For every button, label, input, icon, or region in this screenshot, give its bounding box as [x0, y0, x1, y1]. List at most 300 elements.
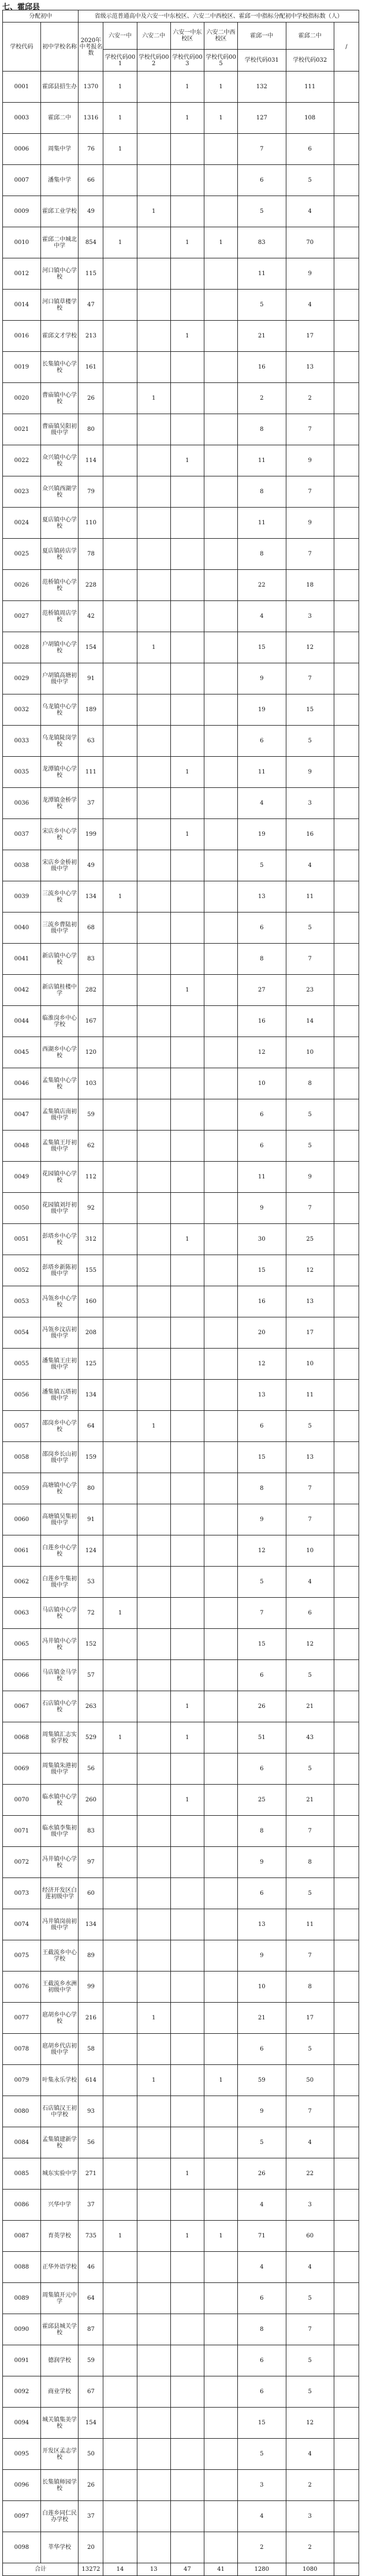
row-blank [334, 726, 359, 757]
row-quota-value [103, 694, 137, 726]
row-quota-value [170, 2190, 204, 2221]
row-quota-value: 5 [286, 2283, 334, 2314]
row-quota-value [170, 383, 204, 414]
row-school-code: 0054 [3, 1317, 41, 1349]
row-quota-value [170, 1598, 204, 1629]
row-blank [334, 1847, 359, 1878]
row-quota-value [137, 1224, 170, 1255]
row-quota-value: 25 [238, 1785, 286, 1816]
row-school-code: 0057 [3, 1411, 41, 1442]
row-quota-value: 16 [286, 819, 334, 850]
row-blank [334, 944, 359, 975]
row-exam-count: 854 [79, 227, 103, 258]
row-exam-count: 159 [79, 1442, 103, 1473]
row-quota-value: 6 [238, 1131, 286, 1162]
row-quota-value: 15 [238, 1629, 286, 1660]
table-row [3, 2314, 359, 2345]
row-quota-value: 8 [286, 1847, 334, 1878]
row-exam-count: 42 [79, 601, 103, 632]
table-row [3, 2034, 359, 2065]
row-school-name: 邵岗乡中心学校 [40, 1411, 79, 1442]
row-quota-value [137, 975, 170, 1006]
row-school-code: 0080 [3, 2096, 41, 2127]
row-quota-value: 71 [238, 2221, 286, 2252]
total-value: 41 [204, 2563, 237, 2576]
row-exam-count: 134 [79, 881, 103, 913]
row-quota-value [204, 383, 237, 414]
row-quota-value: 14 [286, 1006, 334, 1037]
row-quota-value [103, 2065, 137, 2096]
row-blank [334, 72, 359, 103]
row-quota-value [103, 383, 137, 414]
row-quota-value [103, 2439, 137, 2470]
row-quota-value: 4 [286, 1567, 334, 1598]
row-exam-count: 80 [79, 1473, 103, 1504]
row-quota-value [137, 1380, 170, 1411]
row-quota-value: 1 [170, 1691, 204, 1722]
row-blank [334, 539, 359, 570]
row-school-name: 马店镇中心学校 [40, 1598, 79, 1629]
row-exam-count: 47 [79, 290, 103, 321]
row-quota-value [170, 1442, 204, 1473]
row-quota-value [170, 1816, 204, 1847]
row-blank [334, 694, 359, 726]
row-exam-count: 49 [79, 196, 103, 227]
row-blank [334, 1598, 359, 1629]
row-exam-count: 271 [79, 2158, 103, 2190]
row-quota-value: 13 [286, 1286, 334, 1317]
row-quota-value [204, 2376, 237, 2408]
row-quota-value [103, 913, 137, 944]
row-exam-count: 114 [79, 445, 103, 476]
row-quota-value [137, 103, 170, 134]
row-school-name: 城关镇集美学校 [40, 2408, 79, 2439]
row-quota-value: 6 [238, 2376, 286, 2408]
row-quota-value [170, 788, 204, 819]
table-row [3, 258, 359, 290]
row-quota-value: 43 [286, 1722, 334, 1753]
row-quota-value [103, 944, 137, 975]
row-school-code: 0009 [3, 196, 41, 227]
school-code-header: 学校代码031 [238, 50, 286, 72]
row-quota-value [137, 1442, 170, 1473]
row-quota-value: 7 [286, 1193, 334, 1224]
row-school-code: 0025 [3, 539, 41, 570]
row-school-name: 冯井镇中心学校 [40, 1847, 79, 1878]
row-quota-value: 5 [238, 1567, 286, 1598]
row-exam-count: 213 [79, 321, 103, 352]
row-school-code: 0039 [3, 881, 41, 913]
row-quota-value [204, 2408, 237, 2439]
row-school-name: 育英学校 [40, 2221, 79, 2252]
table-row [3, 1006, 359, 1037]
row-school-name: 西湖乡中心学校 [40, 1037, 79, 1068]
row-quota-value: 1 [204, 72, 237, 103]
row-quota-value [103, 196, 137, 227]
row-school-code: 0091 [3, 2345, 41, 2376]
row-quota-value [204, 1504, 237, 1535]
row-quota-value: 8 [286, 1068, 334, 1099]
row-blank [334, 570, 359, 601]
row-quota-value [137, 1691, 170, 1722]
row-quota-value: 9 [238, 1940, 286, 1972]
row-quota-value: 3 [286, 601, 334, 632]
total-value: 14 [103, 2563, 137, 2576]
row-quota-value: 15 [238, 1255, 286, 1286]
table-row [3, 1629, 359, 1660]
row-quota-value [204, 1193, 237, 1224]
row-school-name: 乌龙镇中心学校 [40, 694, 79, 726]
row-school-name: 霍邱县招生办 [40, 72, 79, 103]
row-quota-value: 1 [137, 2003, 170, 2034]
table-row [3, 321, 359, 352]
row-quota-value: 7 [286, 1473, 334, 1504]
row-school-code: 0050 [3, 1193, 41, 1224]
row-exam-count: 26 [79, 383, 103, 414]
row-quota-value: 8 [286, 1972, 334, 2003]
row-blank [334, 258, 359, 290]
row-quota-value [204, 1068, 237, 1099]
row-quota-value: 6 [238, 2345, 286, 2376]
row-exam-count: 312 [79, 1224, 103, 1255]
row-quota-value [204, 694, 237, 726]
row-quota-value: 1 [170, 321, 204, 352]
row-quota-value: 1 [170, 2221, 204, 2252]
row-school-name: 德润学校 [40, 2345, 79, 2376]
row-quota-value: 1 [204, 103, 237, 134]
row-quota-value: 132 [238, 72, 286, 103]
row-quota-value [103, 508, 137, 539]
row-school-name: 夏店镇砖店学校 [40, 539, 79, 570]
table-row [3, 1224, 359, 1255]
row-quota-value [103, 258, 137, 290]
row-quota-value: 1 [170, 757, 204, 788]
row-quota-value: 5 [286, 1878, 334, 1909]
row-quota-value: 9 [238, 1193, 286, 1224]
row-quota-value [204, 414, 237, 445]
school-code-header: 学校代码032 [286, 50, 334, 72]
row-quota-value [170, 2345, 204, 2376]
row-quota-value [137, 2501, 170, 2532]
table-row [3, 601, 359, 632]
row-quota-value [137, 2158, 170, 2190]
table-row [3, 1847, 359, 1878]
row-quota-value: 12 [286, 1629, 334, 1660]
row-school-code: 0066 [3, 1660, 41, 1691]
row-exam-count: 89 [79, 1940, 103, 1972]
row-quota-value [103, 1847, 137, 1878]
row-school-code: 0084 [3, 2127, 41, 2158]
row-quota-value [103, 2283, 137, 2314]
total-label: 合计 [3, 2563, 79, 2576]
row-quota-value: 7 [286, 1816, 334, 1847]
table-row [3, 757, 359, 788]
school-header: 霍邱一中 [238, 22, 286, 50]
row-quota-value [170, 165, 204, 196]
row-blank [334, 2314, 359, 2345]
row-quota-value [204, 290, 237, 321]
row-exam-count: 57 [79, 1660, 103, 1691]
row-quota-value: 11 [238, 1162, 286, 1193]
row-quota-value [103, 2003, 137, 2034]
row-quota-value: 59 [238, 2065, 286, 2096]
row-school-name: 孟集镇中心学校 [40, 1068, 79, 1099]
row-school-code: 0014 [3, 290, 41, 321]
row-quota-value [103, 2252, 137, 2283]
row-quota-value [103, 1972, 137, 2003]
row-school-code: 0046 [3, 1068, 41, 1099]
table-row [3, 134, 359, 165]
table-row [3, 1598, 359, 1629]
row-quota-value: 4 [238, 601, 286, 632]
row-quota-value: 7 [286, 2314, 334, 2345]
row-exam-count: 161 [79, 352, 103, 383]
row-quota-value [137, 72, 170, 103]
row-school-name: 冯瓴乡中心学校 [40, 1286, 79, 1317]
row-exam-count: 93 [79, 2096, 103, 2127]
row-quota-value: 5 [286, 165, 334, 196]
row-school-code: 0049 [3, 1162, 41, 1193]
row-blank [334, 2065, 359, 2096]
row-school-code: 0042 [3, 975, 41, 1006]
table-row [3, 850, 359, 881]
row-quota-value [103, 757, 137, 788]
row-exam-count: 59 [79, 2345, 103, 2376]
group-label: 省级示范普通高中及六安一中东校区、六安二中西校区、霍邱一中指标分配初中学校指标数（人） [79, 10, 359, 22]
row-quota-value: 83 [238, 227, 286, 258]
row-exam-count: 59 [79, 1099, 103, 1131]
row-school-code: 0038 [3, 850, 41, 881]
table-row [3, 881, 359, 913]
row-quota-value: 5 [286, 1753, 334, 1785]
row-quota-value: 9 [238, 2096, 286, 2127]
row-quota-value [137, 1473, 170, 1504]
row-quota-value: 5 [286, 2034, 334, 2065]
row-quota-value [137, 2345, 170, 2376]
row-quota-value [170, 134, 204, 165]
row-quota-value: 11 [238, 508, 286, 539]
row-quota-value: 8 [238, 476, 286, 508]
row-quota-value [170, 539, 204, 570]
row-exam-count: 87 [79, 2314, 103, 2345]
row-quota-value [137, 601, 170, 632]
row-quota-value: 7 [286, 1940, 334, 1972]
row-quota-value: 12 [238, 1349, 286, 1380]
row-quota-value: 1 [103, 1722, 137, 1753]
row-quota-value [204, 1629, 237, 1660]
row-blank [334, 383, 359, 414]
row-quota-value [137, 1286, 170, 1317]
row-exam-count: 155 [79, 1255, 103, 1286]
row-quota-value [137, 1629, 170, 1660]
table-row [3, 694, 359, 726]
school-code-header: 学校代码001 [103, 50, 137, 72]
row-school-name: 周集镇汇志实验学校 [40, 1722, 79, 1753]
row-quota-value: 3 [238, 2470, 286, 2501]
table-row [3, 1691, 359, 1722]
row-quota-value: 10 [286, 1535, 334, 1567]
row-quota-value: 3 [286, 788, 334, 819]
row-blank [334, 2345, 359, 2376]
row-quota-value [204, 2190, 237, 2221]
table-row [3, 445, 359, 476]
row-quota-value [103, 165, 137, 196]
row-blank [334, 1473, 359, 1504]
row-school-code: 0023 [3, 476, 41, 508]
row-exam-count: 120 [79, 1037, 103, 1068]
row-quota-value [103, 1691, 137, 1722]
row-quota-value [137, 694, 170, 726]
row-quota-value [137, 508, 170, 539]
table-row [3, 2283, 359, 2314]
row-school-name: 叶集永乐学校 [40, 2065, 79, 2096]
row-exam-count: 103 [79, 1068, 103, 1099]
row-quota-value: 5 [238, 290, 286, 321]
row-school-code: 0001 [3, 72, 41, 103]
row-blank [334, 2283, 359, 2314]
table-row [3, 1162, 359, 1193]
table-row [3, 1504, 359, 1535]
row-school-code: 0035 [3, 757, 41, 788]
row-quota-value: 1 [103, 72, 137, 103]
row-quota-value: 8 [238, 1473, 286, 1504]
table-row [3, 383, 359, 414]
row-exam-count: 99 [79, 1972, 103, 2003]
table-row [3, 570, 359, 601]
row-exam-count: 20 [79, 2532, 103, 2563]
row-quota-value: 9 [286, 258, 334, 290]
row-quota-value: 2 [238, 383, 286, 414]
row-quota-value: 50 [286, 2065, 334, 2096]
row-quota-value [103, 2127, 137, 2158]
row-quota-value [103, 1380, 137, 1411]
row-quota-value: 1 [103, 1598, 137, 1629]
row-school-code: 0098 [3, 2532, 41, 2563]
row-blank [334, 881, 359, 913]
row-quota-value [103, 1473, 137, 1504]
table-row [3, 1753, 359, 1785]
row-quota-value: 7 [286, 2096, 334, 2127]
row-exam-count: 49 [79, 850, 103, 881]
row-blank [334, 2408, 359, 2439]
table-row [3, 1037, 359, 1068]
row-quota-value: 11 [238, 757, 286, 788]
row-quota-value [204, 788, 237, 819]
row-school-name: 范桥镇周店学校 [40, 601, 79, 632]
row-blank [334, 1411, 359, 1442]
row-quota-value [170, 1286, 204, 1317]
school-header: 六安二中 [137, 22, 170, 50]
row-blank [334, 1629, 359, 1660]
row-quota-value [170, 663, 204, 694]
row-quota-value [103, 1909, 137, 1940]
row-exam-count: 208 [79, 1317, 103, 1349]
row-school-name: 曹庙镇吴阳初级中学 [40, 414, 79, 445]
row-quota-value [204, 663, 237, 694]
row-quota-value: 4 [238, 788, 286, 819]
row-quota-value: 11 [238, 258, 286, 290]
row-quota-value [103, 1785, 137, 1816]
row-quota-value [137, 2127, 170, 2158]
row-quota-value [204, 1535, 237, 1567]
table-row [3, 2127, 359, 2158]
row-school-code: 0020 [3, 383, 41, 414]
row-quota-value: 6 [286, 134, 334, 165]
row-quota-value [204, 508, 237, 539]
row-quota-value: 1 [170, 1224, 204, 1255]
row-quota-value [103, 2470, 137, 2501]
row-quota-value [204, 2470, 237, 2501]
row-school-name: 新店镇中心学校 [40, 944, 79, 975]
row-quota-value [170, 1878, 204, 1909]
row-school-code: 0088 [3, 2252, 41, 2283]
row-school-code: 0092 [3, 2376, 41, 2408]
row-quota-value [204, 632, 237, 663]
row-quota-value [170, 726, 204, 757]
row-quota-value [170, 2470, 204, 2501]
row-school-name: 宋店乡金桥初级中学 [40, 850, 79, 881]
row-quota-value [103, 726, 137, 757]
row-school-code: 0087 [3, 2221, 41, 2252]
school-header: 六安二中西校区 [204, 22, 237, 50]
row-quota-value: 8 [238, 1816, 286, 1847]
row-quota-value [137, 2252, 170, 2283]
row-quota-value: 3 [286, 2501, 334, 2532]
row-quota-value [204, 944, 237, 975]
row-quota-value [137, 2034, 170, 2065]
row-school-code: 0078 [3, 2034, 41, 2065]
row-quota-value [204, 975, 237, 1006]
row-quota-value [204, 539, 237, 570]
row-quota-value: 6 [238, 1660, 286, 1691]
row-quota-value [103, 1099, 137, 1131]
row-blank [334, 913, 359, 944]
row-quota-value [204, 1037, 237, 1068]
row-school-name: 宋店乡中心学校 [40, 819, 79, 850]
row-quota-value [204, 1878, 237, 1909]
row-quota-value: 6 [238, 1878, 286, 1909]
table-row [3, 1473, 359, 1504]
table-row [3, 2190, 359, 2221]
row-quota-value [137, 1006, 170, 1037]
row-exam-count: 56 [79, 1753, 103, 1785]
row-school-name: 白莲乡牛集初级中学 [40, 1567, 79, 1598]
row-quota-value [137, 1940, 170, 1972]
row-quota-value [170, 2127, 204, 2158]
row-school-code: 0006 [3, 134, 41, 165]
row-quota-value [204, 2034, 237, 2065]
row-quota-value: 8 [238, 414, 286, 445]
row-school-name: 经济开发区白莲初级中学 [40, 1878, 79, 1909]
row-quota-value [103, 2501, 137, 2532]
row-quota-value [137, 726, 170, 757]
row-blank [334, 508, 359, 539]
row-blank [334, 850, 359, 881]
row-quota-value: 7 [286, 539, 334, 570]
row-quota-value [137, 850, 170, 881]
row-quota-value [170, 1037, 204, 1068]
row-school-name: 长集镇中心学校 [40, 352, 79, 383]
row-quota-value: 10 [286, 1037, 334, 1068]
row-quota-value [137, 944, 170, 975]
row-blank [334, 632, 359, 663]
row-school-code: 0021 [3, 414, 41, 445]
row-school-name: 商业学校 [40, 2376, 79, 2408]
row-quota-value: 21 [286, 1691, 334, 1722]
row-quota-value [103, 352, 137, 383]
row-exam-count: 92 [79, 1193, 103, 1224]
row-quota-value [137, 476, 170, 508]
